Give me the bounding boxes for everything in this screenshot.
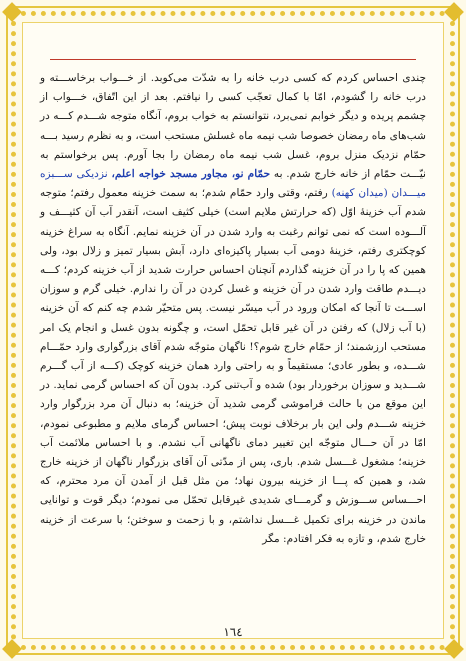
page-number: ١٦٤: [223, 625, 243, 639]
text-part-1: چندی احساس کردم که کسی درب خانه را به شدّت می‌کوبد. از خـــواب برخاســـته و درب خانه را گشودم، امّا با کمال تعجّب کسی را نیافتم. بعد از این اتّفاق، خـــواب از چشمم پریده و دیگر خوابم نمی‌برد، نتوانستم به خواب بروم، آنگاه متوجه شـــدم کـــه در شب‌های ماه رمضان خصوصا شب نیمه ماه غسلش مستحب است، و به نظرم رسید بـــه حمّام نزدیک منزل بروم، غسل شب نیمه ماه رمضان را بجا آورم. پس برخواستم به نیّـــت حمّام از خانه خارج شدم. به: [40, 72, 426, 181]
body-text: [40, 69, 426, 549]
paragraph: [40, 69, 426, 549]
highlight-location: نزدیکی ســـبزه میـــدان (میدان کهنه): [40, 168, 426, 200]
header-rule: [50, 59, 416, 60]
highlight-mosque-name: حمّام نو، مجاور مسجد خواجه اعلم،: [111, 168, 271, 181]
text-part-2: رفتم، وقتی وارد حمّام شدم؛ به سمت خزینه معمول رفتم؛ متوجه شدم آب خزینهٔ اوّل (که حرارتش ملایم است) خیلی کثیف است، آنقدر آب آن کثیـــف و آلـــوده است که نمی توانم رغبت به وارد شدن در آن خزینه نمایم. آنگاه به سراغ خزینه کوچکتری رفتم، خزینهٔ دومی آب بسیار پاکیزه‌ای دارد، آبش بسیار تمیز و زلال بود، ولی همین که پا را در آن خزینه گذاردم آنچنان احساس حرارت شدید از آب خزینه کردم؛ کـــه دیـــدم طاقت وارد شدن در آن خزینه و غسل کردن در آن را ندارم. خیلی گرم و سوزان اســـت تا آنجا که امکان ورود در آب میسّر نیست. پس متحیّر شدم چه کنم که آن خزینه (با آب زلال) که رفتن در آن غیر قابل تحمّل است، و چگونه بدون غسل و انجام یک امر مستحب ارزشمند؛ از حمّام خارج شوم؟! ناگهان متوجّه شدم آقای بزرگواری وارد حمّـــام شـــده، و بطور عادی؛ مستقیماً و به راحتی وارد همان خزینه کوچک (کـــه از آب گـــرم شـــدید و سوزان برخوردار بود) شده و آب‌تنی کرد. بدون آن که احساس گرمی نماید. در این موقع من با حالت فراموشی گرمی شدید آن خزینه؛ به دنبال آن مرد بزرگوار وارد خزینه شـــدم ولی این بار برخلاف نوبت پیش؛ احساس گرمای ملایم و مطبوعی نمودم، امّا در آن حـــال متوجّه این تغییر دمای ناگهانی آب نشدم. و با احساس ملائمت آب خزینه؛ مشغول غـــسل شدم. باری، پس از مدّتی آن آقای بزرگوار ناگهان از خزینه خارج شد، و همین که پـــا از خزینه بیرون نهاد؛ من مثل قبل از آمدن آن مرد محترم، که احـــساس ســـوزش و گرمـــای شدیدی غیرقابل تحمّل می نمودم؛ دیگر قوت و توانایی ماندن در خزینه برای تکمیل غـــسل نداشتم، و با زحمت و سوختن؛ با سرعت از خزینه خارج شدم، و تازه به فکر افتادم: مگر: [40, 187, 426, 545]
